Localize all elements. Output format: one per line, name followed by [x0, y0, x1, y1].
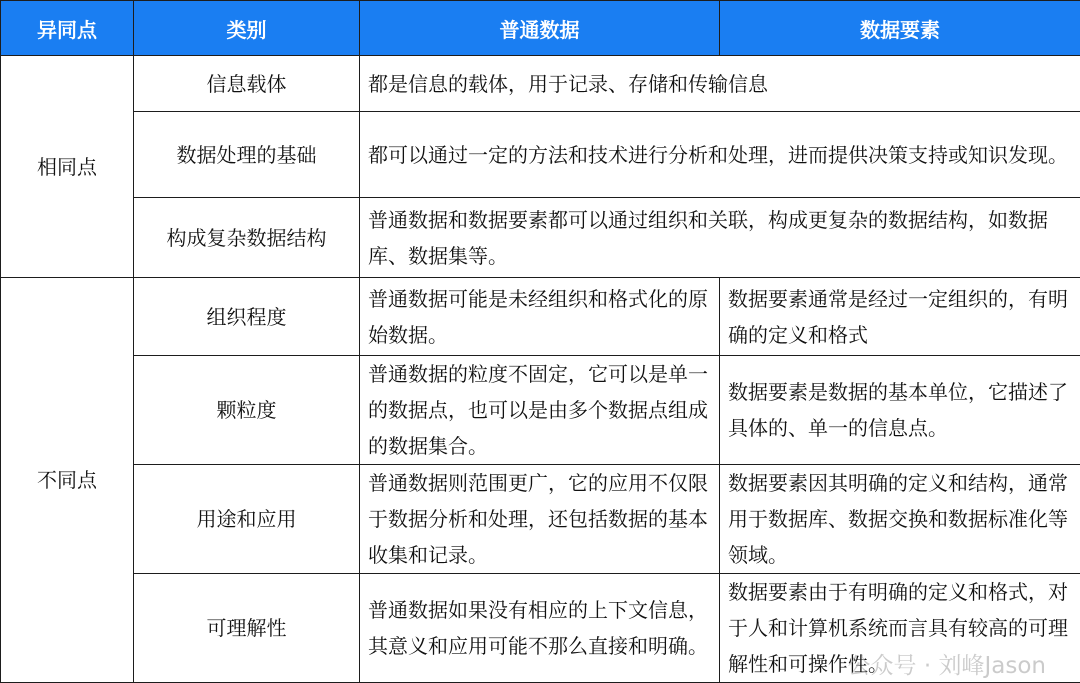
header-ordinary-data: 普通数据 [360, 1, 720, 56]
category-cell: 信息载体 [134, 56, 360, 112]
table-row [1, 356, 1080, 465]
category-cell: 数据处理的基础 [134, 112, 360, 198]
shared-text-cell: 普通数据和数据要素都可以通过组织和关联，构成更复杂的数据结构，如数据库、数据集等。 [360, 198, 1080, 278]
group-differences: 不同点 [1, 278, 134, 683]
category-cell: 组织程度 [134, 278, 360, 356]
shared-text-cell: 都是信息的载体，用于记录、存储和传输信息 [360, 56, 1080, 112]
ordinary-data-cell: 普通数据如果没有相应的上下文信息，其意义和应用可能不那么直接和明确。 [360, 574, 720, 683]
category-cell: 用途和应用 [134, 465, 360, 574]
data-element-cell: 数据要素是数据的基本单位，它描述了具体的、单一的信息点。 [720, 356, 1080, 465]
header-category: 类别 [134, 1, 360, 56]
ordinary-data-cell: 普通数据则范围更广，它的应用不仅限于数据分析和处理，还包括数据的基本收集和记录。 [360, 465, 720, 574]
data-element-cell: 数据要素通常是经过一定组织的，有明确的定义和格式 [720, 278, 1080, 356]
data-element-cell: 数据要素由于有明确的定义和格式，对于人和计算机系统而言具有较高的可理解性和可操作性。 [720, 574, 1080, 683]
data-element-cell: 数据要素因其明确的定义和结构，通常用于数据库、数据交换和数据标准化等领域。 [720, 465, 1080, 574]
table-row [1, 56, 1080, 112]
header-similarity-difference: 异同点 [1, 1, 134, 56]
table-row [1, 198, 1080, 278]
category-cell: 可理解性 [134, 574, 360, 683]
watermark: 公众号 · 刘峰Jason [848, 647, 1046, 680]
table-row [1, 574, 1080, 683]
ordinary-data-cell: 普通数据的粒度不固定，它可以是单一的数据点，也可以是由多个数据点组成的数据集合。 [360, 356, 720, 465]
header-row [1, 1, 1080, 56]
category-cell: 构成复杂数据结构 [134, 198, 360, 278]
table-row [1, 278, 1080, 356]
shared-text-cell: 都可以通过一定的方法和技术进行分析和处理，进而提供决策支持或知识发现。 [360, 112, 1080, 198]
group-similarities: 相同点 [1, 56, 134, 278]
ordinary-data-cell: 普通数据可能是未经组织和格式化的原始数据。 [360, 278, 720, 356]
table-row [1, 112, 1080, 198]
category-cell: 颗粒度 [134, 356, 360, 465]
header-data-element: 数据要素 [720, 1, 1080, 56]
table-row [1, 465, 1080, 574]
